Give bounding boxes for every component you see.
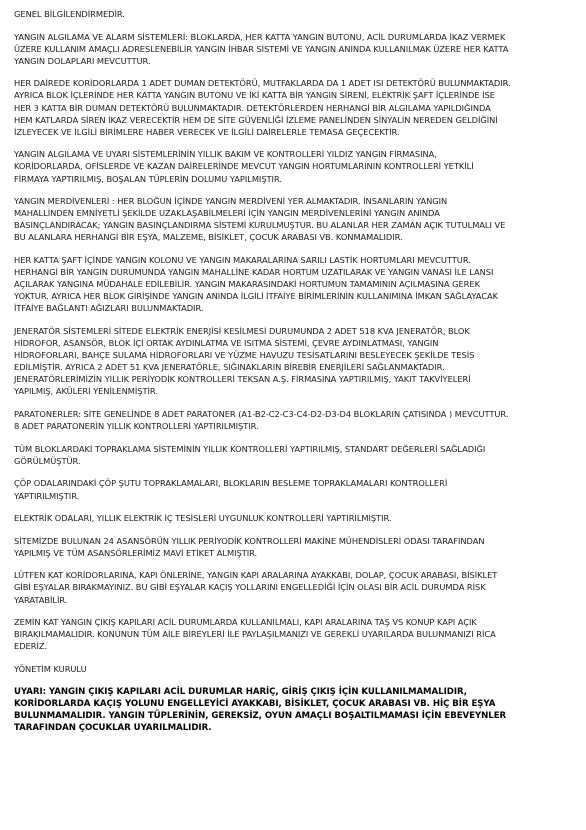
paragraph-maintenance: YANGIN ALGILAMA VE UYARI SİSTEMLERİNİN YILLIK BAKIM VE KONTROLLERİ YILDIZ YANGIN FİRMASINA, KORİDORLARDA, OFİSLERDE VE KAZAN DAİRELERİNDE MEVCUT YANGIN HORTUMLARININ KONTROLLERİ YETKİLİ FİRMAYA YAPTIRILMIŞ, BOŞALAN TÜPLERİN DOLUMU YAPILMIŞTIR. — [14, 149, 474, 184]
paragraph-exit-doors: ZEMİN KAT YANGIN ÇIKIŞ KAPILARI ACİL DURUMLARDA KULLANILMALI, KAPI ARALARINA TAŞ VS KONUP KAPI AÇIK BIRAKILMAMALIDIR. KONUNUN TÜM AİLE BİREYLERİ İLE PAYLAŞILMANIZI VE GEREKLİ UYARILARDA BULUNMANIZI RİCA EDERİZ. — [14, 617, 496, 652]
paragraph-corridor-notice: LÜTFEN KAT KORİDORLARINA, KAPI ÖNLERİNE, YANGIN KAPI ARALARINA AYAKKABI, DOLAP, ÇOCUK ARABASI, BİSİKLET GİBİ EŞYALAR BIRAKMAYINIZ. BU GİBİ EŞYALAR KAÇIŞ YOLLARINI ENGELLEDİĞİ İÇİN OLASI BİR ACİL DURUMDA RİSK YARATABİLİR. — [14, 570, 498, 605]
paragraph-garbage-grounding: ÇÖP ODALARINDAKİ ÇÖP ŞUTU TOPRAKLAMALARI, BLOKLARIN BESLEME TOPRAKLAMALARI KONTROLLERİ YAPTIRILMIŞTIR. — [14, 478, 448, 501]
paragraph-lightning-rods: PARATONERLER: SİTE GENELİNDE 8 ADET PARATONER (A1-B2-C2-C3-C4-D2-D3-D4 BLOKLARIN ÇATISINDA ) MEVCUTTUR. 8 ADET PARATONERİN YILLIK KONTROLLERİ YAPTIRILMIŞTIR. — [14, 409, 509, 432]
paragraph-fire-stairs: YANGIN MERDİVENLERİ : HER BLOĞUN İÇİNDE YANGIN MERDİVENİ YER ALMAKTADIR. İNSANLARIN YANGIN MAHALLİNDEN EMNİYETLİ ŞEKİLDE UZAKLAŞABİLMELERİ İÇİN YANGIN MERDİVENLERİNİ YANGIN ANINDA BASINÇLANDIRACAK; YANGIN BASINÇLANDIRMA SİSTEMİ KURULMUŞTUR. BU ALANLAR HER ZAMAN AÇIK TUTULMALI VE BU ALANLARA HERHANGİ BİR EŞYA, MALZEME, BİSİKLET, ÇOCUK ARABASI VB. KONMAMALIDIR. — [14, 196, 506, 243]
paragraph-fire-detection-alarm: YANGIN ALGILAMA VE ALARM SİSTEMLERİ: BLOKLARDA, HER KATTA YANGIN BUTONU, ACİL DURUMLARDA İKAZ VERMEK ÜZERE KULLANIM AMAÇLI ADRESLENEBİLİR YANGIN İHBAR SİSTEMİ VE YANGIN ANINDA KULLANILMAK ÜZERE HER KATTA YANGIN DOLAPLARI MEVCUTTUR. — [14, 31, 509, 66]
paragraph-generators: JENERATÖR SİSTEMLERİ SİTEDE ELEKTRİK ENERJİSİ KESİLMESİ DURUMUNDA 2 ADET 518 KVA JENERATÖR, BLOK HİDROFOR, ASANSÖR, BLOK İÇİ ORTAK AYDINLATMA VE ISITMA SİSTEMİ, ÇEVRE AYDINLATMASI, YANGIN HİDROFORLARI, BAHÇE SULAMA HİDROFORLARI VE YÜZME HAVUZU TESİSATLARINI BESLEYECEK ŞEKİLDE TESİS EDİLMİŞTİR. AYRICA 2 ADET 51 KVA JENERATÖRLE, SIĞINAKLARIN BİREBİR ENERJİLERİ SAĞLANMAKTADIR. JENERATÖRLERİMİZİN YILLIK PERİYODİK KONTROLLERİ TEKSAN A.Ş. FİRMASINA YAPTIRILMIŞ, YAKIT TAKVİYELERİ YAPILMIŞ, AKÜLERİ YENİLENMİŞTİR. — [14, 325, 475, 397]
signature-board: YÖNETİM KURULU — [14, 663, 87, 674]
paragraph-elevators: SİTEMİZDE BULUNAN 24 ASANSÖRÜN YILLIK PERİYODİK KONTROLLERİ MAKİNE MÜHENDİSLERİ ODASI TARAFINDAN YAPILMIŞ VE TÜM ASANSÖRLERİMİZ MAVİ ETİKET ALMIŞTIR. — [14, 535, 485, 558]
paragraph-grounding: TÜM BLOKLARDAKİ TOPRAKLAMA SİSTEMİNİN YILLIK KONTROLLERİ YAPTIRILMIŞ, STANDART DEĞERLERİ SAĞLADIĞI GÖRÜLMÜŞTÜR. — [14, 443, 486, 466]
document-heading: GENEL BİLGİLENDİRMEDİR. — [14, 9, 125, 19]
warning-text: UYARI: YANGIN ÇIKIŞ KAPILARI ACİL DURUMLAR HARİÇ, GİRİŞ ÇIKIŞ İÇİN KULLANILMAMALIDIR, KORİDORLARDA KAÇIŞ YOLUNU ENGELLEYİCİ AYAKKABI, BİSİKLET, ÇOCUK ARABASI VB. HİÇ BİR EŞYA BULUNMAMALIDIR. YANGIN TÜPLERİNİN, GEREKSİZ, OYUN AMAÇLI BOŞALTILMAMASI İÇİN EBEVEYNLER TARAFINDAN ÇOCUKLAR UYARILMALIDIR. — [14, 686, 507, 734]
paragraph-fire-hoses: HER KATTA ŞAFT İÇİNDE YANGIN KOLONU VE YANGIN MAKARALARINA SARILI LASTİK HORTUMLARI MEVCUTTUR. HERHANGİ BİR YANGIN DURUMUNDA YANGIN MAHALLİNE KADAR HORTUM UZATILARAK VE YANGIN VANASI İLE LANSI AÇILARAK YANGINA MÜDAHALE EDİLEBİLİR. YANGIN MAKARASINDAKİ HORTUMUN TAMAMININ AÇILMASINA GEREK YOKTUR. AYRICA HER BLOK GİRİŞİNDE YANGIN ANINDA İLGİLİ İTFAİYE BİRİMLERİNİN KULLANIMINA İMKAN SAĞLAYACAK İTFAİYE BAĞLANTI AĞIZLARI BULUNMAKTADIR. — [14, 255, 498, 314]
paragraph-electrical-rooms: ELEKTRİK ODALARI, YILLIK ELEKTRİK İÇ TESİSLERİ UYGUNLUK KONTROLLERİ YAPTIRILMIŞTIR. — [14, 513, 392, 524]
paragraph-detectors: HER DAİREDE KORİDORLARDA 1 ADET DUMAN DETEKTÖRÜ, MUTFAKLARDA DA 1 ADET ISI DETEKTÖRÜ BULUNMAKTADIR. AYRICA BLOK İÇLERİNDE HER KATTA YANGIN BUTONU VE İKİ KATTA BİR YANGIN SİRENİ, ELEKTRİK ŞAFT İÇLERİNDE İSE HER 3 KATTA BİR DUMAN DETEKTÖRÜ BULUNMAKTADIR. DETEKTÖRLERDEN HERHANGİ BİR ALGILAMA YAPILDIĞINDA HEM KATLARDA SİREN İKAZ VERECEKTİR HEM DE SİTE GÜVENLİĞİ İZLEME PANELİNDEN SİNYALİN NEREDEN GELDİĞİNİ İZLEYECEK VE İLGİLİ BİRİMLERE HABER VERECEK VE İLGİLİ DAİRELERLE TEMASA GEÇECEKTİR. — [14, 78, 511, 137]
